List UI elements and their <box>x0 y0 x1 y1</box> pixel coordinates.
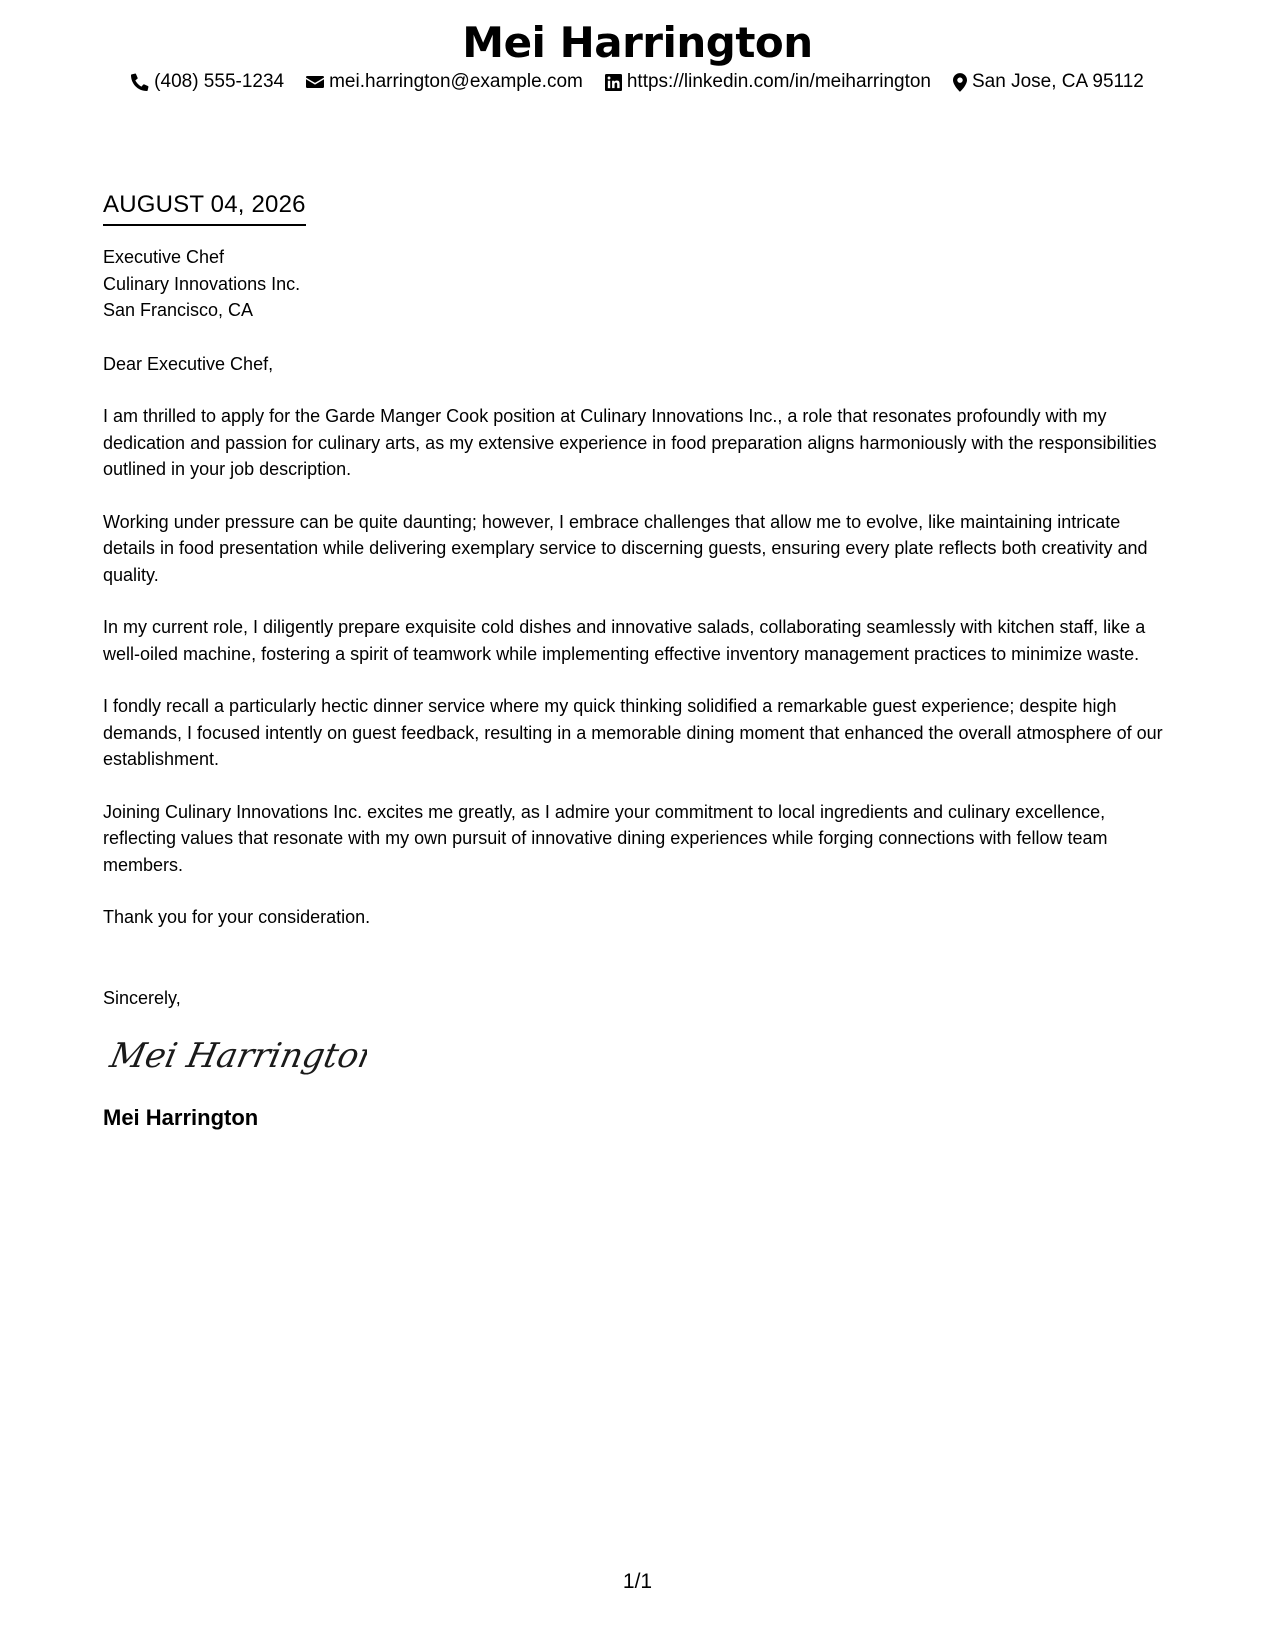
letter-body <box>103 190 1173 1132</box>
paragraph: I fondly recall a particularly hectic dinner service where my quick thinking solidified a remarkable guest experience; despite high demands, I focused intently on guest feedback, resulting in a memorable dining moment that enhanced the overall atmosphere of our establishment. <box>103 696 1163 769</box>
recipient-title: Executive Chef <box>103 247 225 267</box>
paragraph: In my current role, I diligently prepare exquisite cold dishes and innovative salads, collaborating seamlessly with kitchen staff, like a well-oiled machine, fostering a spirit of teamwork while implementing effective inventory management practices to minimize waste. <box>103 617 1146 664</box>
greeting: Dear Executive Chef, <box>103 353 274 374</box>
contact-location <box>953 71 1144 93</box>
contact-email[interactable] <box>306 71 583 93</box>
contact-bar <box>0 71 1275 93</box>
map-pin-icon <box>953 73 967 92</box>
recipient-block <box>103 244 1173 324</box>
svg-text:Mei Harrington: Mei Harrington <box>107 1036 367 1076</box>
linkedin-text[interactable]: https://linkedin.com/in/meiharrington <box>626 71 931 93</box>
linkedin-icon <box>605 74 622 91</box>
location-text: San Jose, CA 95112 <box>972 71 1144 93</box>
recipient-company: Culinary Innovations Inc. <box>103 273 301 294</box>
contact-phone <box>131 71 284 93</box>
email-text[interactable]: mei.harrington@example.com <box>329 71 583 93</box>
paragraph: Joining Culinary Innovations Inc. excites me greatly, as I admire your commitment to local ingredients and culinary excellence, reflecting values that resonate with my own pursuit of innovative dining experiences while forging connections with fellow team members. <box>103 801 1108 875</box>
phone-icon <box>131 73 149 91</box>
closing: Sincerely, <box>103 987 181 1008</box>
signer-name: Mei Harrington <box>103 1105 259 1130</box>
thank-you-line: Thank you for your consideration. <box>103 907 371 927</box>
letter-header <box>0 18 1275 93</box>
phone-text: (408) 555-1234 <box>154 71 285 93</box>
paragraph: I am thrilled to apply for the Garde Manger Cook position at Culinary Innovations Inc., a role that resonates profoundly with my dedication and passion for culinary arts, as my extensive experience in food preparation aligns harmoniously with the responsibilities outlined in your job description. <box>103 406 1157 479</box>
page-number: 1/1 <box>622 1570 653 1593</box>
envelope-icon <box>306 73 324 91</box>
letter-date: AUGUST 04, 2026 <box>103 190 306 226</box>
handwritten-signature <box>107 1027 1173 1085</box>
paragraph: Working under pressure can be quite daunting; however, I embrace challenges that allow me to evolve, like maintaining intricate details in food presentation while delivering exemplary service to discerning guests, ensuring every plate reflects both creativity and quality. <box>103 511 1148 585</box>
contact-linkedin[interactable] <box>605 71 931 93</box>
applicant-name: Mei Harrington <box>462 18 813 67</box>
recipient-location: San Francisco, CA <box>103 300 254 320</box>
